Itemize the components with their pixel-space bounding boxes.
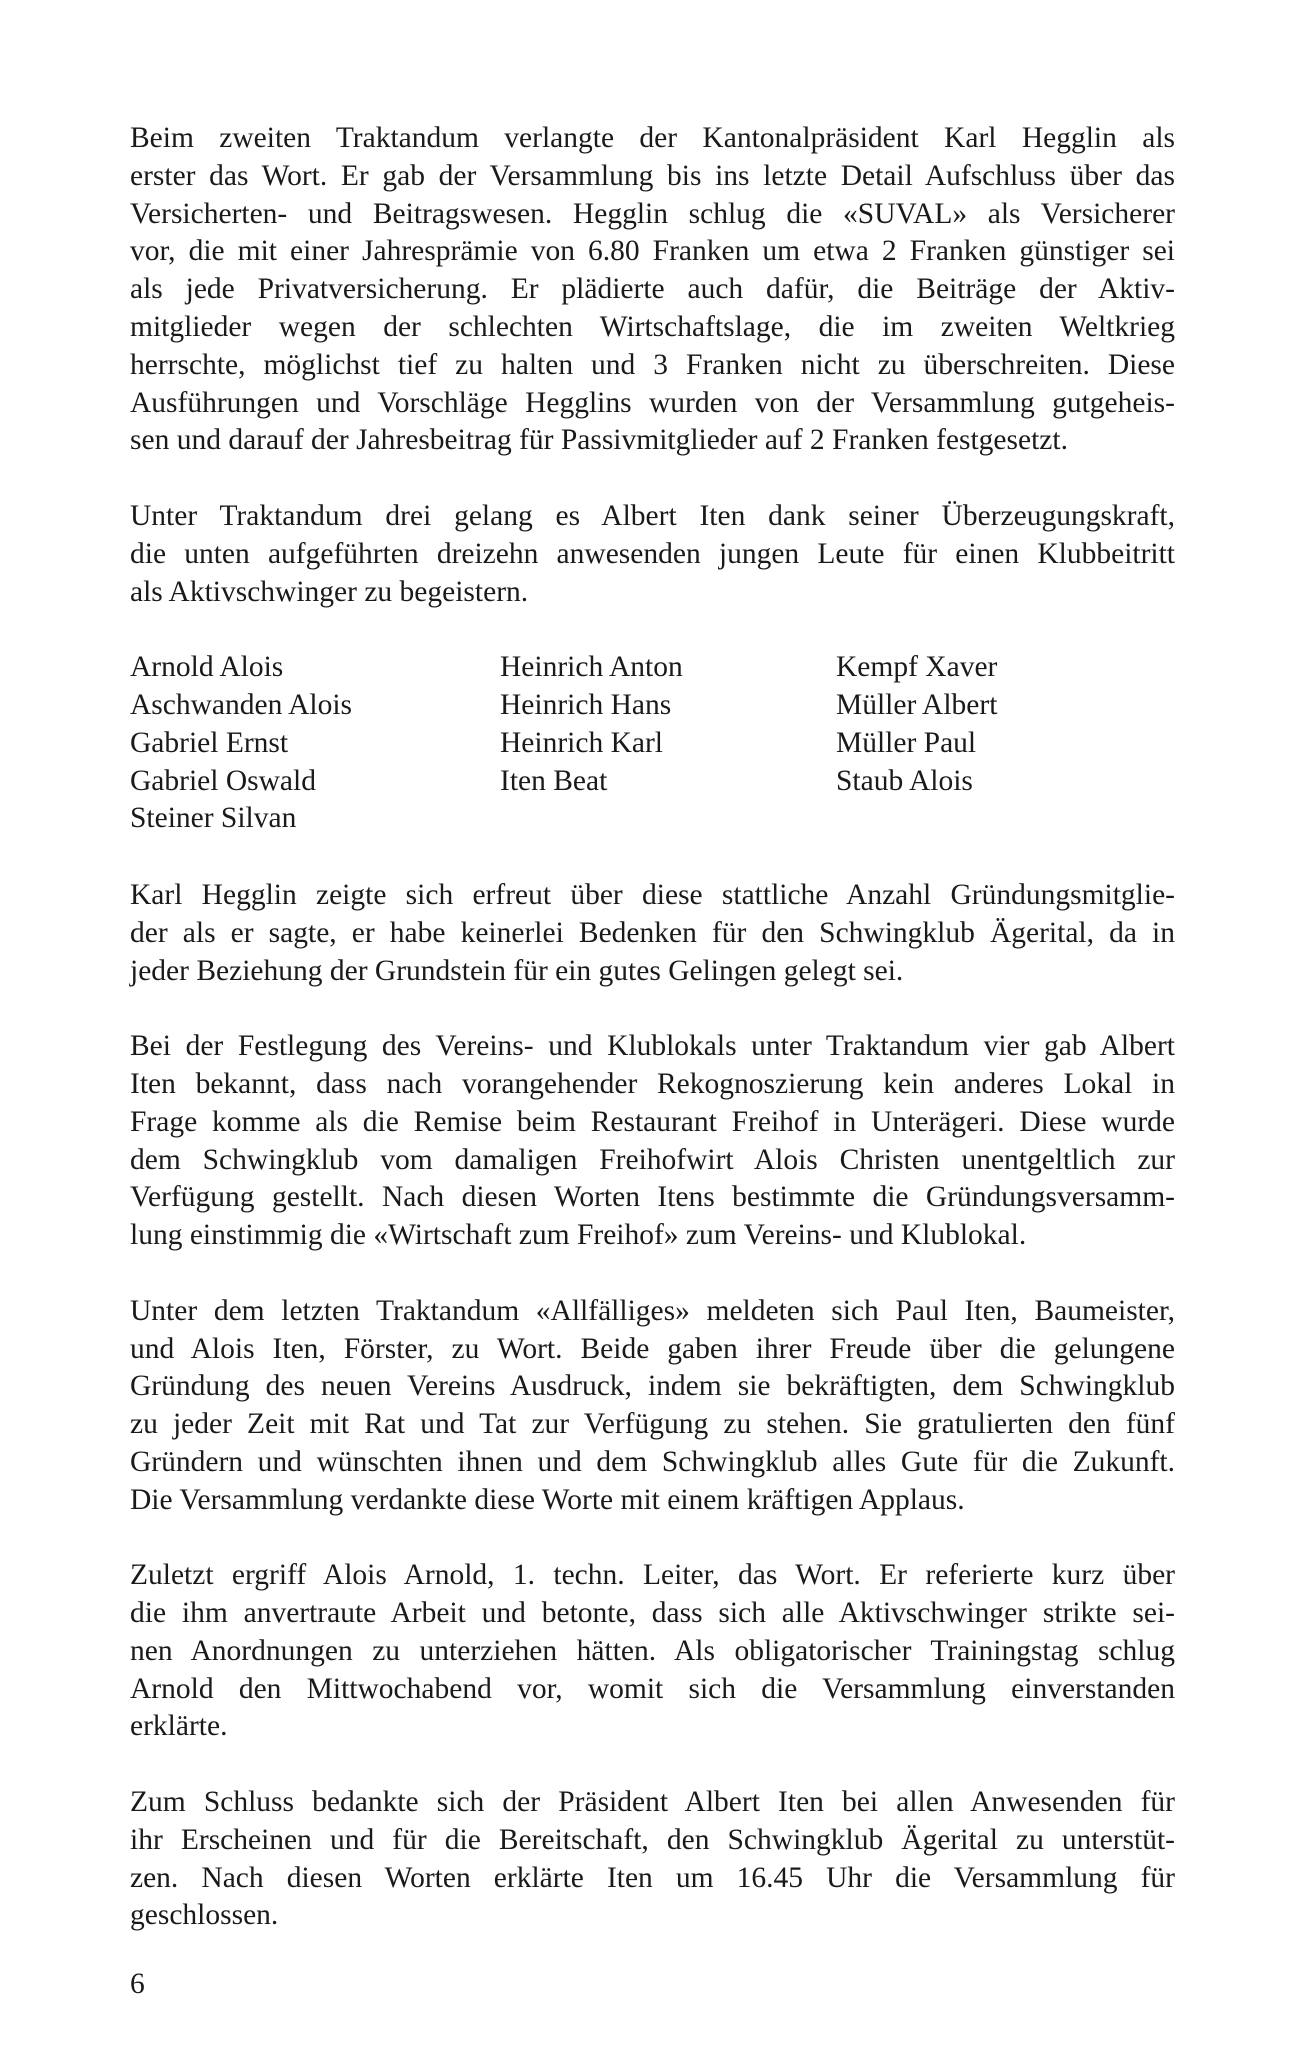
names-column-3 (836, 649, 997, 800)
text-line: zu jeder Zeit mit Rat und Tat zur Verfügung zu stehen. Sie gratulierten den fünf (130, 1408, 1175, 1441)
member-name: Heinrich Anton (500, 651, 683, 684)
paragraph-technical-leader (130, 1557, 1175, 1746)
paragraph-hegglin (130, 877, 1175, 990)
text-line: jeder Beziehung der Grundstein für ein gutes Gelingen gelegt sei. (130, 954, 904, 987)
names-column-2 (500, 649, 683, 800)
member-name: Kempf Xaver (836, 651, 998, 684)
text-line: Versicherten- und Beitragswesen. Hegglin schlug die «SUVAL» als Versicherer (130, 197, 1175, 230)
paragraph-recruitment (130, 498, 1175, 611)
text-line: die unten aufgeführten dreizehn anwesenden jungen Leute für einen Klubbeitritt (130, 537, 1175, 570)
text-line: herrschte, möglichst tief zu halten und 3 Franken nicht zu überschreiten. Diese (130, 348, 1175, 381)
text-line: als jede Privatversicherung. Er plädierte auch dafür, die Beiträge der Aktiv- (130, 273, 1175, 306)
text-line: der als er sagte, er habe keinerlei Bedenken für den Schwingklub Ägerital, da in (130, 916, 1175, 949)
paragraph-insurance (130, 120, 1175, 460)
paragraph-closing (130, 1784, 1175, 1935)
text-line: Zuletzt ergriff Alois Arnold, 1. techn. Leiter, das Wort. Er referierte kurz über (130, 1559, 1175, 1592)
text-line: Beim zweiten Traktandum verlangte der Kantonalpräsident Karl Hegglin als (130, 122, 1175, 154)
text-line: Frage komme als die Remise beim Restaurant Freihof in Unterägeri. Diese wurde (130, 1105, 1175, 1138)
text-line: sen und darauf der Jahresbeitrag für Passivmitglieder auf 2 Franken festgesetzt. (130, 424, 1068, 457)
text-line: erster das Wort. Er gab der Versammlung bis ins letzte Detail Aufschluss über das (130, 159, 1175, 192)
text-line: Unter dem letzten Traktandum «Allfälliges» meldeten sich Paul Iten, Baumeister, (130, 1294, 1175, 1327)
member-name: Gabriel Ernst (130, 726, 289, 759)
text-line: Arnold den Mittwochabend vor, womit sich die Versammlung einverstanden (130, 1672, 1175, 1705)
text-line: vor, die mit einer Jahresprämie von 6.80 Franken um etwa 2 Franken günstiger sei (130, 235, 1175, 268)
text-line: als Aktivschwinger zu begeistern. (130, 575, 529, 608)
text-line: Bei der Festlegung des Vereins- und Klublokals unter Traktandum vier gab Albert (130, 1030, 1175, 1063)
member-name: Aschwanden Alois (130, 688, 353, 721)
text-line: Die Versammlung verdankte diese Worte mit einem kräftigen Applaus. (130, 1483, 965, 1516)
text-line: Unter Traktandum drei gelang es Albert Iten dank seiner Überzeugungskraft, (130, 499, 1175, 532)
paragraph-club-venue (130, 1028, 1175, 1255)
text-line: Gründern und wünschten ihnen und dem Schwingklub alles Gute für die Zukunft. (130, 1445, 1175, 1478)
text-line: Iten bekannt, dass nach vorangehender Rekognoszierung kein anderes Lokal in (130, 1067, 1175, 1100)
member-name: Müller Paul (836, 726, 977, 759)
text-line: dem Schwingklub vom damaligen Freihofwirt Alois Christen unentgeltlich zur (130, 1143, 1175, 1176)
member-name: Arnold Alois (130, 651, 284, 684)
text-line: Ausführungen und Vorschläge Hegglins wurden von der Versammlung gutgeheis- (130, 386, 1175, 419)
member-name: Heinrich Hans (500, 688, 672, 721)
text-line: nen Anordnungen zu unterziehen hätten. Als obligatorischer Trainingstag schlug (130, 1634, 1175, 1667)
page-content (130, 120, 1175, 1935)
paragraph-miscellaneous (130, 1293, 1175, 1520)
member-name: Müller Albert (836, 688, 998, 721)
member-name: Staub Alois (836, 764, 973, 797)
text-line: lung einstimmig die «Wirtschaft zum Freihof» zum Vereins- und Klublokal. (130, 1219, 1027, 1252)
text-line: Verfügung gestellt. Nach diesen Worten Itens bestimmte die Gründungsversamm- (130, 1181, 1175, 1214)
page-number: 6 (130, 1968, 145, 2000)
member-name: Steiner Silvan (130, 802, 297, 835)
text-line: die ihm anvertraute Arbeit und betonte, dass sich alle Aktivschwinger strikte sei- (130, 1597, 1175, 1630)
text-line: ihr Erscheinen und für die Bereitschaft, den Schwingklub Ägerital zu unterstüt- (130, 1823, 1175, 1856)
text-line: Zum Schluss bedankte sich der Präsident Albert Iten bei allen Anwesenden für (130, 1786, 1175, 1819)
text-line: mitglieder wegen der schlechten Wirtschaftslage, die im zweiten Weltkrieg (130, 310, 1175, 343)
founding-members-list (130, 649, 1175, 839)
member-name: Iten Beat (500, 764, 608, 797)
names-column-1 (130, 649, 352, 838)
member-name: Gabriel Oswald (130, 764, 316, 797)
text-line: und Alois Iten, Förster, zu Wort. Beide gaben ihrer Freude über die gelungene (130, 1332, 1175, 1365)
text-line: erklärte. (130, 1710, 228, 1743)
text-line: zen. Nach diesen Worten erklärte Iten um 16.45 Uhr die Versammlung für (130, 1861, 1175, 1894)
text-line: Gründung des neuen Vereins Ausdruck, indem sie bekräftigten, dem Schwingklub (130, 1370, 1175, 1403)
member-name: Heinrich Karl (500, 726, 663, 759)
text-line: geschlossen. (130, 1899, 279, 1932)
text-line: Karl Hegglin zeigte sich erfreut über diese stattliche Anzahl Gründungsmitglie- (130, 878, 1175, 911)
